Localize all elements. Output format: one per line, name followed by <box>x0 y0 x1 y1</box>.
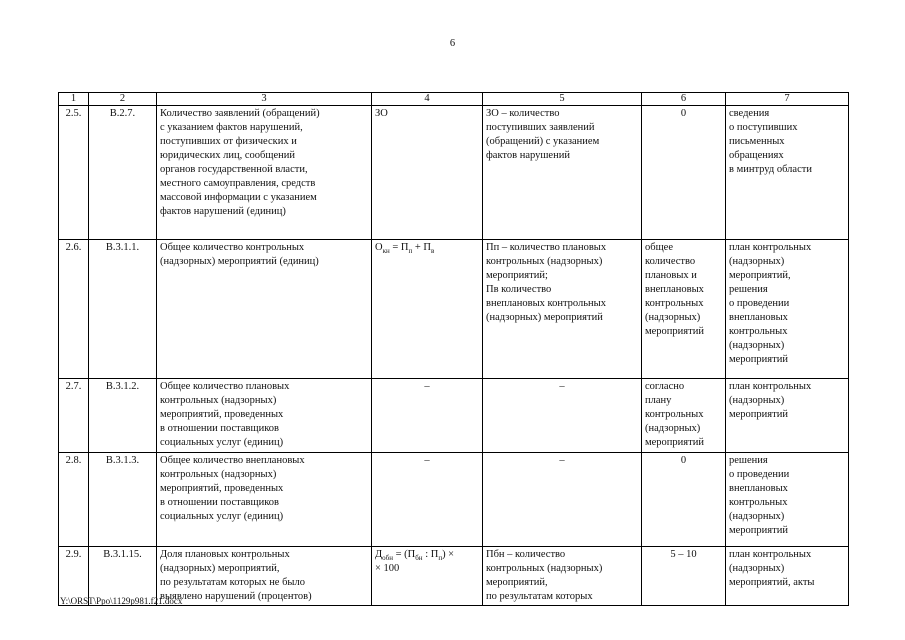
row-number: 2.9. <box>59 547 89 606</box>
formula-description: Пбн – количество контрольных (надзорных) мероприятий, по результатам которых <box>483 547 642 606</box>
indicators-table <box>58 92 849 606</box>
data-source: план контрольных (надзорных) мероприятий <box>726 379 849 453</box>
formula-description: ЗО – количество поступивших заявлений (обращений) с указанием фактов нарушений <box>483 106 642 240</box>
row-number: 2.7. <box>59 379 89 453</box>
target-value: согласно плану контрольных (надзорных) мероприятий <box>642 379 726 453</box>
target-value: 0 <box>642 106 726 240</box>
document-path-footer: Y:\ORST\Ppo\1129p981.f21.docx <box>60 596 183 606</box>
formula: ЗО <box>372 106 483 240</box>
row-number: 2.8. <box>59 453 89 547</box>
formula: $О_{кн} = П_п + П_в$ <box>372 240 483 379</box>
data-source: план контрольных (надзорных) мероприятий, акты <box>726 547 849 606</box>
header-col-6: 6 <box>642 93 726 106</box>
header-col-1: 1 <box>59 93 89 106</box>
indicator-name: Доля плановых контрольных (надзорных) мероприятий, по результатам которых не было выявлено нарушений (процентов) <box>157 547 372 606</box>
indicator-code: В.3.1.3. <box>89 453 157 547</box>
indicator-code: В.3.1.1. <box>89 240 157 379</box>
formula-description: Пп – количество плановых контрольных (надзорных) мероприятий; Пв количество внеплановых контрольных (надзорных) мероприятий <box>483 240 642 379</box>
formula: – <box>372 453 483 547</box>
page-number: 6 <box>449 38 456 49</box>
row-number: 2.6. <box>59 240 89 379</box>
indicator-code: В.2.7. <box>89 106 157 240</box>
header-col-4: 4 <box>372 93 483 106</box>
indicator-name: Количество заявлений (обращений) с указанием фактов нарушений, поступивших от физических и юридических лиц, сообщений органов государственной власти, местного самоуправления, средств массовой информации с указанием фактов нарушений (единиц) <box>157 106 372 240</box>
header-col-2: 2 <box>89 93 157 106</box>
table-row <box>59 379 849 453</box>
header-col-7: 7 <box>726 93 849 106</box>
data-source: план контрольных (надзорных) мероприятий, решения о проведении внеплановых контрольных (надзорных) мероприятий <box>726 240 849 379</box>
indicator-name: Общее количество плановых контрольных (надзорных) мероприятий, проведенных в отношении поставщиков социальных услуг (единиц) <box>157 379 372 453</box>
data-source: решения о проведении внеплановых контрольных (надзорных) мероприятий <box>726 453 849 547</box>
indicator-code: В.3.1.2. <box>89 379 157 453</box>
formula: $Д_{обн} = (П_{бн}$ : $П_п$) × × 100 <box>372 547 483 606</box>
indicator-name: Общее количество контрольных (надзорных) мероприятий (единиц) <box>157 240 372 379</box>
indicator-name: Общее количество внеплановых контрольных (надзорных) мероприятий, проведенных в отношении поставщиков социальных услуг (единиц) <box>157 453 372 547</box>
formula: – <box>372 379 483 453</box>
row-number: 2.5. <box>59 106 89 240</box>
table-row <box>59 106 849 240</box>
indicator-code: В.3.1.15. <box>89 547 157 606</box>
header-col-5: 5 <box>483 93 642 106</box>
data-source: сведения о поступивших письменных обращениях в минтруд области <box>726 106 849 240</box>
header-row <box>59 93 849 106</box>
formula-description: – <box>483 379 642 453</box>
target-value: общее количество плановых и внеплановых контрольных (надзорных) мероприятий <box>642 240 726 379</box>
target-value: 5 – 10 <box>642 547 726 606</box>
table-row <box>59 453 849 547</box>
target-value: 0 <box>642 453 726 547</box>
header-col-3: 3 <box>157 93 372 106</box>
table-row <box>59 240 849 379</box>
formula-description: – <box>483 453 642 547</box>
